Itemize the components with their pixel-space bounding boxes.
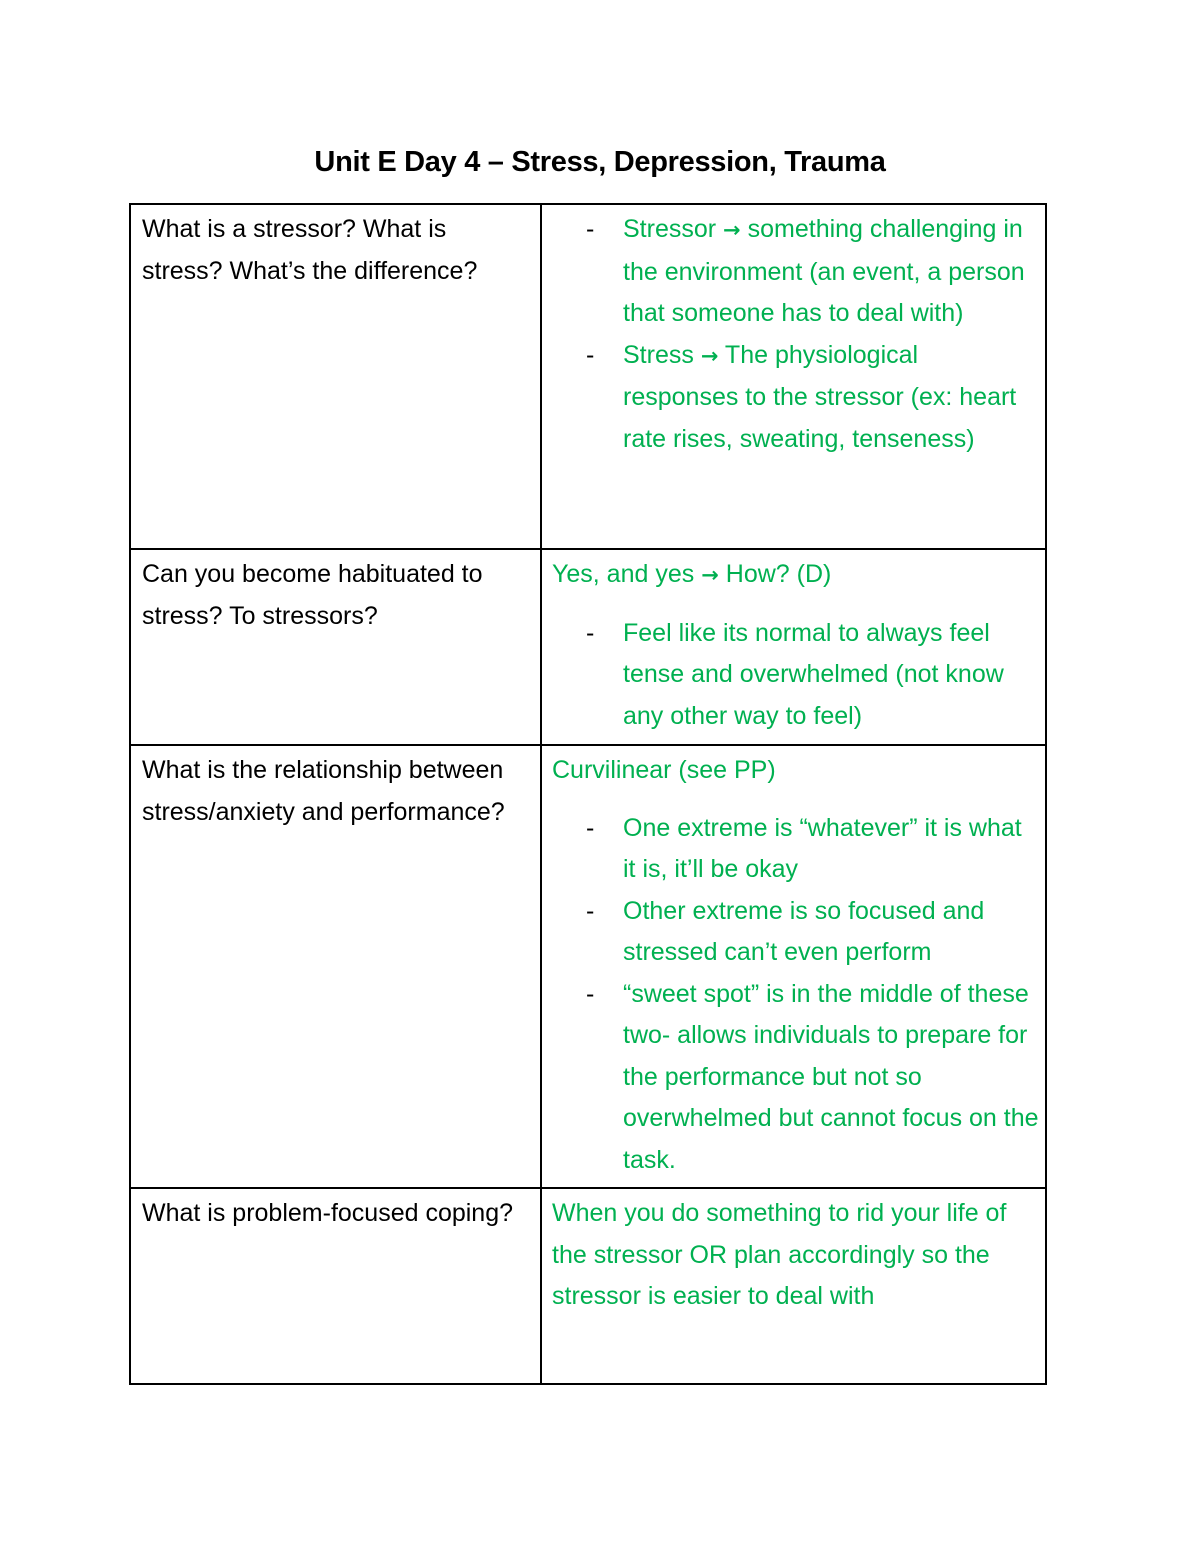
dash-bullet: - bbox=[586, 215, 595, 243]
question-cell: Can you become habituated to stress? To stressors? bbox=[130, 549, 541, 745]
list-item bbox=[552, 209, 1039, 335]
table-row bbox=[130, 745, 1046, 1188]
right-arrow-icon: → bbox=[723, 218, 741, 242]
question-cell: What is problem-focused coping? bbox=[130, 1188, 541, 1384]
list-item bbox=[552, 613, 1039, 738]
answer-list bbox=[552, 209, 1039, 460]
question-cell: What is the relationship between stress/anxiety and performance? bbox=[130, 745, 541, 1188]
question-cell: What is a stressor? What is stress? What’s the difference? bbox=[130, 204, 541, 549]
page-title: Unit E Day 4 – Stress, Depression, Trauma bbox=[314, 146, 886, 178]
notes-table bbox=[129, 203, 1047, 1385]
answer-cell bbox=[541, 745, 1046, 1188]
right-arrow-icon: → bbox=[701, 563, 719, 587]
term-stressor: Stressor bbox=[623, 215, 717, 243]
definition-text: something challenging in the environment (an event, a person that someone has to deal with) bbox=[623, 215, 1025, 327]
dash-bullet: - bbox=[586, 979, 595, 1008]
answer-cell: When you do something to rid your life of the stressor OR plan accordingly so the stressor is easier to deal with bbox=[541, 1188, 1046, 1384]
table-row bbox=[130, 204, 1046, 549]
list-item-text: Other extreme is so focused and stressed can’t even perform bbox=[623, 896, 985, 966]
answer-cell bbox=[541, 549, 1046, 745]
answer-cell bbox=[541, 204, 1046, 549]
list-item-text: One extreme is “whatever” it is what it is, it’ll be okay bbox=[623, 813, 1022, 883]
list-item bbox=[552, 335, 1039, 461]
right-arrow-icon: → bbox=[700, 343, 719, 368]
answer-lead-text: Yes, and yes bbox=[552, 560, 695, 588]
answer-lead-followup: How? (D) bbox=[725, 560, 832, 588]
dash-bullet: - bbox=[586, 618, 595, 647]
definition-text: The physiological responses to the stressor (ex: heart rate rises, sweating, tenseness) bbox=[623, 340, 1017, 453]
table-row bbox=[130, 1188, 1046, 1384]
table-row bbox=[130, 549, 1046, 745]
dash-bullet: - bbox=[586, 813, 595, 842]
answer-list bbox=[552, 808, 1039, 1182]
answer-list bbox=[552, 613, 1039, 738]
list-item-text: “sweet spot” is in the middle of these two- allows individuals to prepare for the performance but not so overwhelmed but cannot focus on the task. bbox=[623, 979, 1039, 1174]
dash-bullet: - bbox=[586, 340, 595, 369]
answer-lead: Curvilinear (see PP) bbox=[552, 756, 776, 784]
list-item bbox=[552, 974, 1039, 1182]
dash-bullet: - bbox=[586, 896, 595, 925]
list-item-text: Feel like its normal to always feel tense and overwhelmed (not know any other way to feel) bbox=[623, 618, 1004, 730]
list-item bbox=[552, 891, 1039, 974]
list-item bbox=[552, 808, 1039, 891]
term-stress: Stress bbox=[623, 340, 694, 369]
answer-lead bbox=[552, 554, 1039, 597]
